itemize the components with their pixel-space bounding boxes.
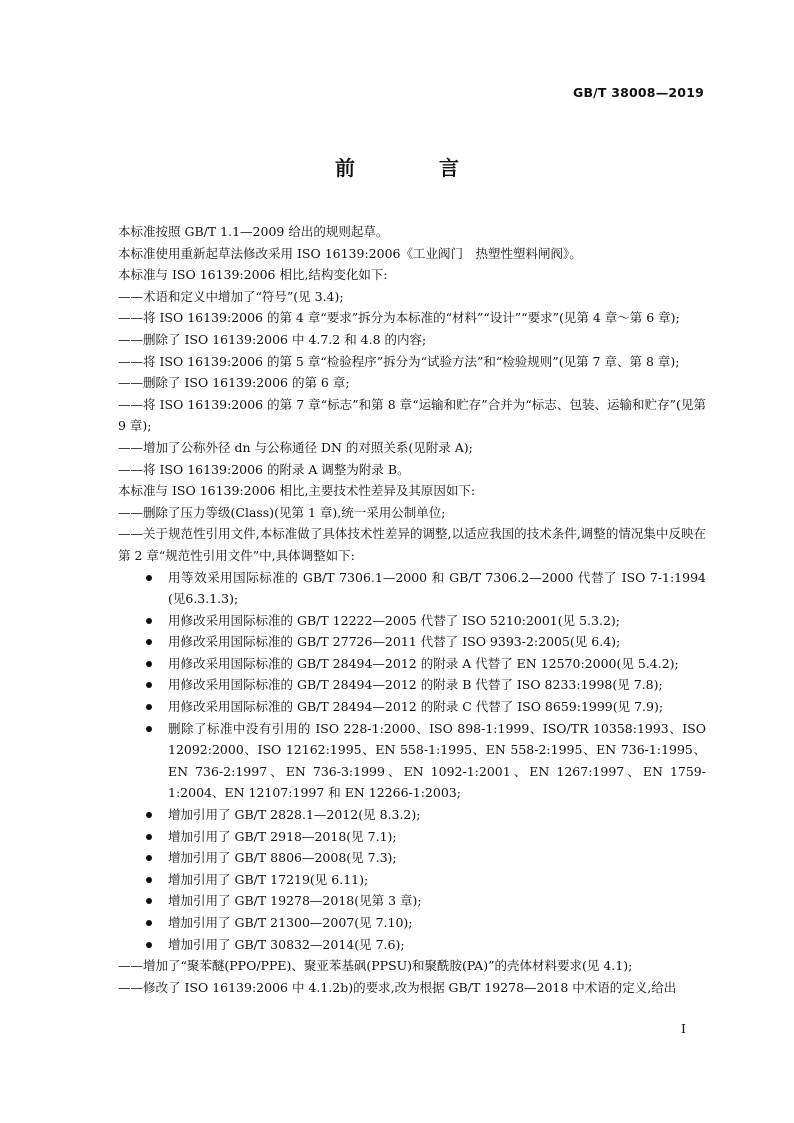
- bullet-dot-icon: [146, 661, 152, 667]
- paragraph: 本标准使用重新起草法修改采用 ISO 16139:2006《工业阀门 热塑性塑料闸阀》。: [118, 245, 582, 261]
- list-item-text: 增加了“聚苯醚(PPO/PPE)、聚亚苯基砜(PPSU)和聚酰胺(PA)”的壳体材料要求(见 4.1);: [143, 958, 633, 974]
- page-title: 前 言: [335, 156, 491, 180]
- dash-marker: ——: [118, 526, 143, 542]
- bullet-dot-icon: [146, 618, 152, 624]
- bullet-dot-icon: [146, 877, 152, 883]
- bullet-item: [168, 890, 706, 912]
- list-item-text: 术语和定义中增加了“符号”(见 3.4);: [143, 288, 344, 304]
- list-item: [118, 977, 706, 999]
- bullet-text: 用修改采用国际标准的 GB/T 28494—2012 的附录 B 代替了 ISO 8233:1998(见 7.8);: [168, 677, 663, 693]
- dash-marker: ——: [118, 461, 143, 477]
- bullet-text: 用等效采用国际标准的 GB/T 7306.1—2000 和 GB/T 7306.2—2000 代替了 ISO 7-1:1994 (见6.3.1.3);: [168, 569, 706, 607]
- dash-marker: ——: [118, 958, 143, 974]
- bullet-text: 用修改采用国际标准的 GB/T 27726—2011 代替了 ISO 9393-2:2005(见 6.4);: [168, 634, 621, 650]
- bullet-text: 增加引用了 GB/T 19278—2018(见第 3 章);: [168, 893, 422, 909]
- list-item: [118, 502, 706, 524]
- bullet-dot-icon: [146, 639, 152, 645]
- paragraph: 本标准与 ISO 16139:2006 相比,结构变化如下:: [118, 267, 388, 283]
- bullet-text: 用修改采用国际标准的 GB/T 12222—2005 代替了 ISO 5210:2001(见 5.3.2);: [168, 612, 620, 628]
- bullet-item: [168, 610, 706, 632]
- structure-change-list: [118, 286, 706, 480]
- list-item: [118, 329, 706, 351]
- bullet-item: [168, 653, 706, 675]
- bullet-text: 增加引用了 GB/T 2828.1—2012(见 8.3.2);: [168, 807, 421, 823]
- list-item: [118, 955, 706, 977]
- document-body: [118, 221, 706, 998]
- bullet-item: [168, 869, 706, 891]
- bullet-dot-icon: [146, 726, 152, 732]
- paragraph: 本标准与 ISO 16139:2006 相比,主要技术性差异及其原因如下:: [118, 483, 476, 499]
- list-item-text: 将 ISO 16139:2006 的第 5 章“检验程序”拆分为“试验方法”和“检验规则”(见第 7 章、第 8 章);: [143, 353, 680, 369]
- dash-marker: ——: [118, 353, 143, 369]
- list-item-text: 将 ISO 16139:2006 的附录 A 调整为附录 B。: [143, 461, 410, 477]
- dash-marker: ——: [118, 979, 143, 995]
- list-item-text: 删除了压力等级(Class)(见第 1 章),统一采用公制单位;: [143, 504, 446, 520]
- bullet-dot-icon: [146, 920, 152, 926]
- list-item-text: 增加了公称外径 dn 与公称通径 DN 的对照关系(见附录 A);: [143, 439, 473, 455]
- bullet-text: 增加引用了 GB/T 2918—2018(见 7.1);: [168, 828, 397, 844]
- list-item: [118, 372, 706, 394]
- list-item-text: 将 ISO 16139:2006 的第 4 章“要求”拆分为本标准的“材料”“设计”“要求”(见第 4 章～第 6 章);: [143, 310, 680, 326]
- dash-marker: ——: [118, 396, 143, 412]
- reference-adjustment-list: [146, 567, 706, 956]
- bullet-dot-icon: [146, 704, 152, 710]
- list-item: [118, 523, 706, 566]
- bullet-item: [168, 804, 706, 826]
- bullet-text: 增加引用了 GB/T 17219(见 6.11);: [168, 871, 369, 887]
- list-item-text: 删除了 ISO 16139:2006 的第 6 章;: [143, 375, 350, 391]
- bullet-dot-icon: [146, 682, 152, 688]
- list-item: [118, 437, 706, 459]
- list-item: [118, 459, 706, 481]
- bullet-item: [168, 912, 706, 934]
- page-number: I: [681, 1021, 686, 1036]
- bullet-dot-icon: [146, 898, 152, 904]
- paragraph: 本标准按照 GB/T 1.1—2009 给出的规则起草。: [118, 224, 389, 239]
- bullet-item: [168, 718, 706, 804]
- bullet-text: 用修改采用国际标准的 GB/T 28494—2012 的附录 A 代替了 EN 12570:2000(见 5.4.2);: [168, 655, 679, 671]
- list-item: [118, 307, 706, 329]
- bullet-item: [168, 674, 706, 696]
- bullet-dot-icon: [146, 834, 152, 840]
- bullet-text: 增加引用了 GB/T 8806—2008(见 7.3);: [168, 850, 397, 866]
- technical-change-list: [118, 502, 706, 999]
- list-item: [118, 351, 706, 373]
- dash-marker: ——: [118, 375, 143, 391]
- list-item-text: 删除了 ISO 16139:2006 中 4.7.2 和 4.8 的内容;: [143, 331, 427, 347]
- list-item: [118, 286, 706, 308]
- bullet-item: [168, 847, 706, 869]
- bullet-item: [168, 696, 706, 718]
- standard-number: GB/T 38008—2019: [572, 85, 704, 100]
- bullet-item: [168, 934, 706, 956]
- bullet-dot-icon: [146, 855, 152, 861]
- bullet-text: 用修改采用国际标准的 GB/T 28494—2012 的附录 C 代替了 ISO 8659:1999(见 7.9);: [168, 699, 664, 715]
- list-item-text: 修改了 ISO 16139:2006 中 4.1.2b)的要求,改为根据 GB/T 19278—2018 中术语的定义,给出: [143, 979, 677, 995]
- dash-marker: ——: [118, 504, 143, 520]
- dash-marker: ——: [118, 439, 143, 455]
- list-item-text: 将 ISO 16139:2006 的第 7 章“标志”和第 8 章“运输和贮存”合并为“标志、包装、运输和贮存”(见第 9 章);: [118, 396, 706, 434]
- bullet-dot-icon: [146, 812, 152, 818]
- bullet-dot-icon: [146, 575, 152, 581]
- bullet-dot-icon: [146, 942, 152, 948]
- bullet-item: [168, 826, 706, 848]
- bullet-text: 删除了标准中没有引用的 ISO 228-1:2000、ISO 898-1:1999、ISO/TR 10358:1993、ISO 12092:2000、ISO 12162:1995、EN 558-1:1995、EN 558-2:1995、EN 736-1:1995、EN 736-2:1997、EN 736-3:1999、EN 1092-1:2001、EN 1267:1997、EN 1759-1:2004、EN 12107:1997 和 EN 12266-1:2003;: [168, 720, 706, 801]
- list-item: [118, 394, 706, 437]
- bullet-item: [168, 631, 706, 653]
- dash-marker: ——: [118, 288, 143, 304]
- bullet-text: 增加引用了 GB/T 21300—2007(见 7.10);: [168, 915, 413, 930]
- dash-marker: ——: [118, 310, 143, 326]
- bullet-text: 增加引用了 GB/T 30832—2014(见 7.6);: [168, 936, 405, 952]
- list-item-text: 关于规范性引用文件,本标准做了具体技术性差异的调整,以适应我国的技术条件,调整的情况集中反映在第 2 章“规范性引用文件”中,具体调整如下:: [118, 526, 706, 563]
- dash-marker: ——: [118, 331, 143, 347]
- bullet-item: [168, 567, 706, 610]
